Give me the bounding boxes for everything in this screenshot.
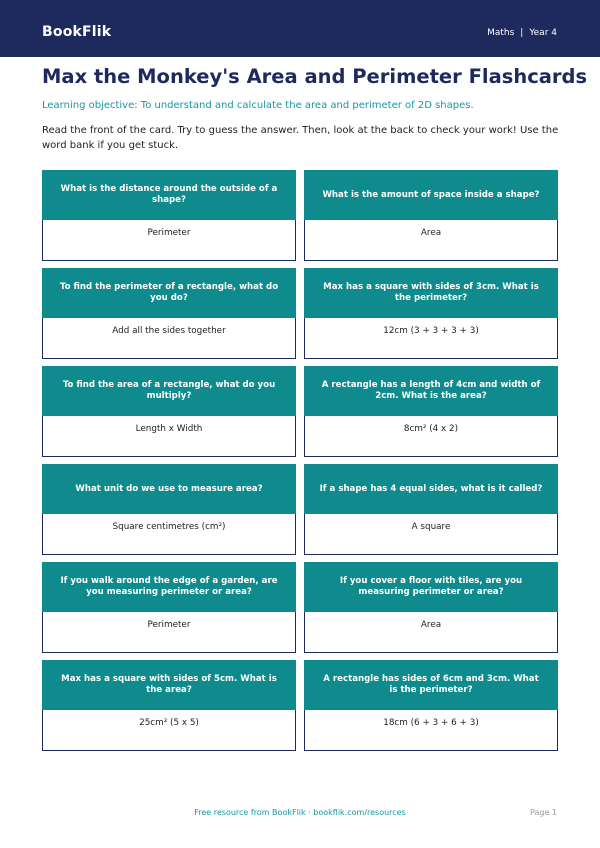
brand-logo[interactable]: BookFlik [42,24,112,40]
flashcard-front: If you walk around the edge of a garden, are you measuring perimeter or area? [42,562,296,612]
flashcard-front: What unit do we use to measure area? [42,464,296,514]
flashcard-front: What is the distance around the outside of a shape? [42,170,296,220]
flashcard-back: Add all the sides together [42,318,296,359]
instructions: Read the front of the card. Try to guess the answer. Then, look at the back to check your work! Use the word bank if you get stuck. [42,125,559,151]
flashcard-front: A rectangle has sides of 6cm and 3cm. What is the perimeter? [304,660,558,710]
flashcard-back: Square centimetres (cm²) [42,514,296,555]
flashcard-back: A square [304,514,558,555]
header-bar [0,0,600,57]
flashcard-back: Perimeter [42,220,296,261]
flashcard-front: To find the area of a rectangle, what do you multiply? [42,366,296,416]
flashcard [304,268,558,359]
flashcard-front: If you cover a floor with tiles, are you measuring perimeter or area? [304,562,558,612]
flashcard [304,170,558,261]
breadcrumb [487,26,557,40]
flashcard-back: 12cm (3 + 3 + 3 + 3) [304,318,558,359]
flashcard [304,464,558,555]
flashcard [42,562,296,653]
flashcard-back: Length x Width [42,416,296,457]
footer-credit[interactable]: Free resource from BookFlik · bookflik.com/resources [194,808,406,817]
breadcrumb-year[interactable]: Year 4 [529,28,557,38]
flashcard-back: 18cm (6 + 3 + 6 + 3) [304,710,558,751]
flashcard [304,660,558,751]
flashcard [42,366,296,457]
flashcard [304,366,558,457]
page-title: Max the Monkey's Area and Perimeter Flashcards [42,65,588,88]
flashcard-front: To find the perimeter of a rectangle, what do you do? [42,268,296,318]
flashcard-back: Perimeter [42,612,296,653]
flashcard-back: Area [304,612,558,653]
flashcard [304,562,558,653]
flashcard-back: 8cm² (4 x 2) [304,416,558,457]
flashcard-front: Max has a square with sides of 5cm. What is the area? [42,660,296,710]
flashcard-grid [42,170,558,751]
breadcrumb-separator: | [520,28,524,38]
flashcard-front: If a shape has 4 equal sides, what is it called? [304,464,558,514]
flashcard-front: Max has a square with sides of 3cm. What is the perimeter? [304,268,558,318]
flashcard-front: What is the amount of space inside a shape? [304,170,558,220]
flashcard [42,268,296,359]
learning-objective: Learning objective: To understand and calculate the area and perimeter of 2D shapes. [42,100,474,111]
flashcard [42,464,296,555]
flashcard [42,170,296,261]
flashcard [42,660,296,751]
flashcard-front: A rectangle has a length of 4cm and width of 2cm. What is the area? [304,366,558,416]
page-number: Page 1 [530,808,557,817]
flashcard-back: Area [304,220,558,261]
flashcard-back: 25cm² (5 x 5) [42,710,296,751]
breadcrumb-subject[interactable]: Maths [487,28,515,38]
